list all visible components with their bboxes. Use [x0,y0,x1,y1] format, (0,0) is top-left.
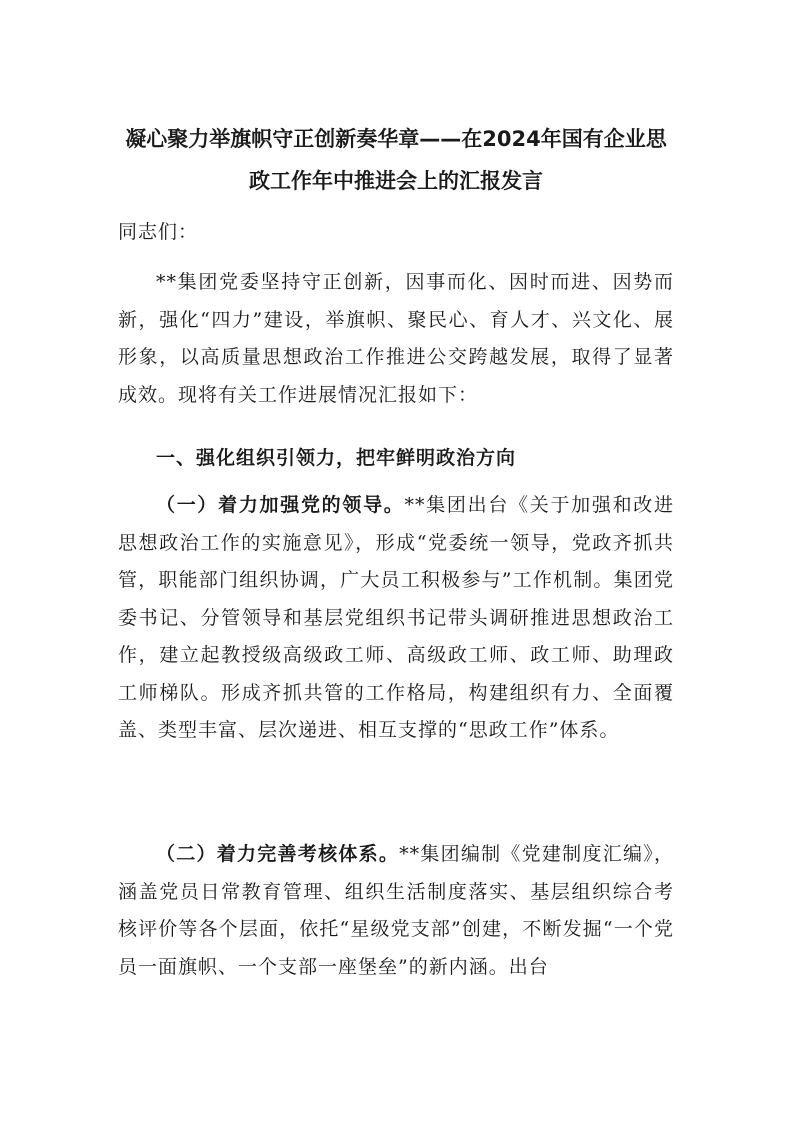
item-2-paragraph [118,836,674,986]
item-2-heading: （二）着力完善考核体系。 [156,843,400,865]
intro-paragraph: **集团党委坚持守正创新，因事而化、因时而进、因势而新，强化“四力”建设，举旗帜、聚民心、育人才、兴文化、展形象，以高质量思想政治工作推进公交跨越发展，取得了显著成效。现将有关工作进展情况汇报如下： [118,271,674,406]
item-1-paragraph [118,487,674,750]
item-2-text: **集团编制《党建制度汇编》，涵盖党员日常教育管理、组织生活制度落实、基层组织综合考核评价等各个层面，依托“星级党支部”创建，不断发掘“一个党员一面旗帜、一个支部一座堡垒”的新内涵。出台 [118,843,674,978]
document-title [118,118,674,202]
item-1-text: **集团出台《关于加强和改进思想政治工作的实施意见》，形成“党委统一领导，党政齐抓共管，职能部门组织协调，广大员工积极参与”工作机制。集团党委书记、分管领导和基层党组织书记带头调研推进思想政治工作，建立起教授级高级政工师、高级政工师、政工师、助理政工师梯队。形成齐抓共管的工作格局，构建组织有力、全面覆盖、类型丰富、层次递进、相互支撑的“思政工作”体系。 [118,494,674,741]
salutation: 同志们： [118,221,199,243]
item-1-heading: （一）着力加强党的领导。 [156,494,405,516]
title-line-1: 凝心聚力举旗帜守正创新奏华章——在2024年国有企业思 [125,127,667,151]
title-line-2: 政工作年中推进会上的汇报发言 [249,169,543,193]
section-1-heading: 一、强化组织引领力，把牢鲜明政治方向 [156,447,517,469]
